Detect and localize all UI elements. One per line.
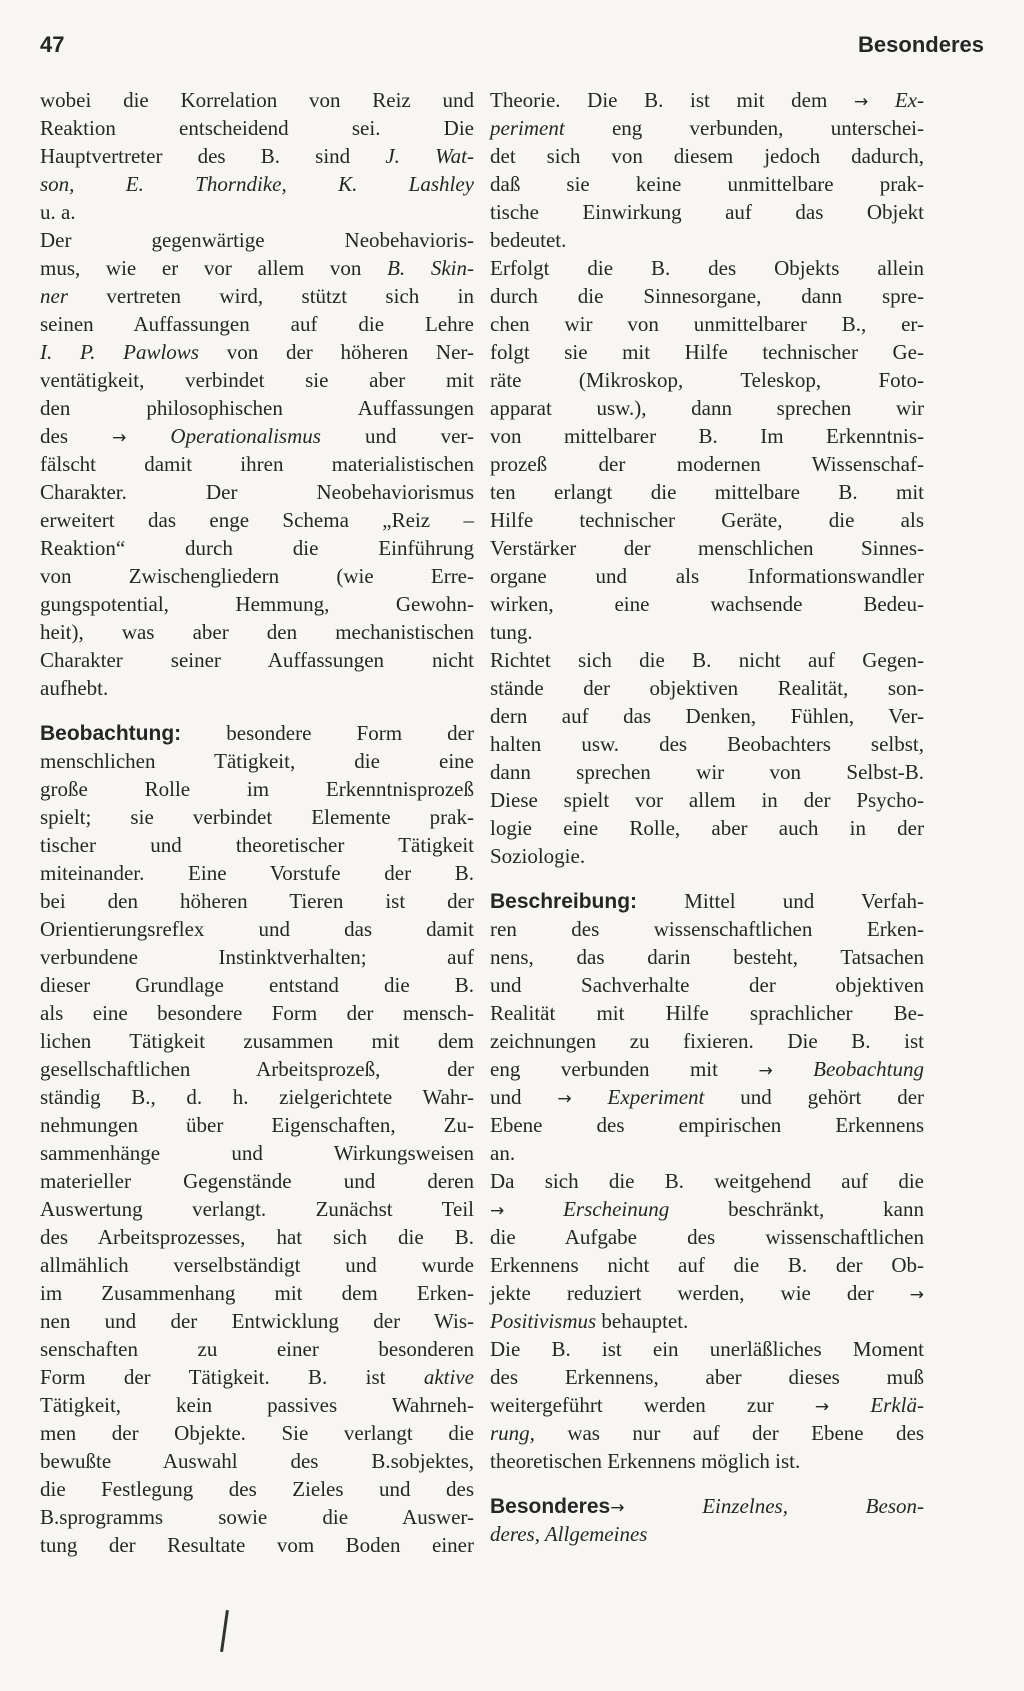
line-text: aufhebt. [40, 676, 109, 700]
text-line [40, 618, 474, 646]
text-line [490, 814, 924, 842]
italic-reference: Positivismus [490, 1309, 597, 1333]
text-line [490, 142, 924, 170]
text-line [490, 786, 924, 814]
text-line [490, 1363, 924, 1391]
line-text: im Zusammenhang mit dem Erken- [40, 1281, 474, 1305]
text-line [490, 674, 924, 702]
text-line [490, 1447, 924, 1475]
line-text: bewußte Auswahl des B.sobjektes, [40, 1449, 474, 1473]
line-text: gesellschaftlichen Arbeitsprozeß, der [40, 1057, 474, 1081]
line-text-cont: Mittel und Verfah- [637, 889, 924, 913]
text-line [490, 1520, 924, 1548]
arrow-icon: → [909, 1285, 924, 1305]
line-text: miteinander. Eine Vorstufe der B. [40, 861, 474, 885]
text-line [40, 747, 474, 775]
text-line [40, 1391, 474, 1419]
line-text: Reaktion entscheidend sei. Die [40, 116, 474, 140]
line-text: weitergeführt werden zur [490, 1393, 815, 1417]
running-head-word: Besonderes [858, 32, 984, 57]
text-line [40, 562, 474, 590]
text-line [490, 915, 924, 943]
text-line [40, 86, 474, 114]
italic-reference: son, E. Thorndike, K. Lashley [40, 172, 474, 196]
text-line [490, 1492, 924, 1520]
line-text: und Sachverhalte der objektiven [490, 973, 924, 997]
text-line [40, 1363, 474, 1391]
entry-gap [40, 702, 474, 719]
line-text: Form der Tätigkeit. B. ist [40, 1365, 424, 1389]
text-line [40, 282, 474, 310]
text-line [490, 1335, 924, 1363]
line-text: dern auf das Denken, Fühlen, Ver- [490, 704, 924, 728]
line-text: Charakter. Der Neobehaviorismus [40, 480, 474, 504]
text-line [490, 1307, 924, 1335]
text-line [40, 1307, 474, 1335]
line-text-cont: und gehört der [704, 1085, 925, 1109]
text-line [490, 506, 924, 534]
text-line [40, 254, 474, 282]
italic-reference: rung, [490, 1421, 535, 1445]
line-text: gungspotential, Hemmung, Gewohn- [40, 592, 474, 616]
line-text: ren des wissenschaftlichen Erken- [490, 917, 924, 941]
line-text: Die B. ist ein unerläßliches Moment [490, 1337, 924, 1361]
line-text: Hilfe technischer Geräte, die als [490, 508, 924, 532]
line-text: von Zwischengliedern (wie Erre- [40, 564, 474, 588]
italic-reference: I. P. Pawlows [40, 340, 199, 364]
line-text-cont: vertreten wird, stützt sich in [68, 284, 474, 308]
line-text: eng verbunden mit [490, 1057, 759, 1081]
text-line [490, 450, 924, 478]
text-line [490, 282, 924, 310]
italic-reference: Experiment [571, 1085, 705, 1109]
text-line [490, 702, 924, 730]
line-text: Da sich die B. weitgehend auf die [490, 1169, 924, 1193]
text-line [40, 1475, 474, 1503]
line-text: folgt sie mit Hilfe technischer Ge- [490, 340, 924, 364]
line-text: tung. [490, 620, 533, 644]
line-text: Orientierungsreflex und das damit [40, 917, 474, 941]
text-line [490, 1055, 924, 1083]
arrow-icon: → [758, 1061, 773, 1081]
line-text: Erfolgt die B. des Objekts allein [490, 256, 924, 280]
text-line [490, 254, 924, 282]
pen-mark [220, 1610, 229, 1652]
line-text: halten usw. des Beobachters selbst, [490, 732, 924, 756]
line-text-cont: behauptet. [596, 1309, 689, 1333]
arrow-icon: → [814, 1397, 830, 1417]
text-line [40, 1335, 474, 1363]
line-text: materieller Gegenstände und deren [40, 1169, 474, 1193]
italic-reference: aktive [423, 1365, 474, 1389]
line-text: Soziologie. [490, 844, 586, 868]
text-line [490, 758, 924, 786]
line-text: des Erkennens, aber dieses muß [490, 1365, 924, 1389]
line-text: Hauptvertreter des B. sind [40, 144, 386, 168]
text-line [40, 366, 474, 394]
line-text: ständig B., d. h. zielgerichtete Wahr- [40, 1085, 474, 1109]
line-text: räte (Mikroskop, Teleskop, Foto- [490, 368, 924, 392]
italic-reference: B. Skin- [387, 256, 474, 280]
text-line [490, 562, 924, 590]
text-line [40, 534, 474, 562]
line-text: lichen Tätigkeit zusammen mit dem [40, 1029, 474, 1053]
text-line [490, 310, 924, 338]
text-line [40, 590, 474, 618]
arrow-icon: → [112, 428, 127, 448]
text-line [40, 1027, 474, 1055]
text-line [40, 1195, 474, 1223]
line-text: des Arbeitsprozesses, hat sich die B. [40, 1225, 474, 1249]
line-text: verbundene Instinktverhalten; auf [40, 945, 474, 969]
text-line [40, 1167, 474, 1195]
line-text: Reaktion“ durch die Einführung [40, 536, 474, 560]
text-line [490, 226, 924, 254]
text-line [40, 198, 474, 226]
text-line [490, 366, 924, 394]
text-line [40, 971, 474, 999]
line-text: dieser Grundlage entstand die B. [40, 973, 474, 997]
line-text: von mittelbarer B. Im Erkenntnis- [490, 424, 924, 448]
text-line [490, 1167, 924, 1195]
line-text: det sich von diesem jedoch dadurch, [490, 144, 924, 168]
line-text: bedeutet. [490, 228, 567, 252]
text-line [40, 999, 474, 1027]
text-line [40, 142, 474, 170]
text-line [40, 887, 474, 915]
text-line [490, 1139, 924, 1167]
line-text: ventätigkeit, verbindet sie aber mit [40, 368, 474, 392]
italic-reference: Einzelnes, Beson- [624, 1494, 924, 1518]
line-text: mus, wie er vor allem von [40, 256, 388, 280]
line-text: ten erlangt die mittelbare B. mit [490, 480, 924, 504]
text-line [40, 1447, 474, 1475]
line-text: spielt; sie verbindet Elemente prak- [40, 805, 474, 829]
text-line [490, 422, 924, 450]
text-line [40, 1111, 474, 1139]
line-text: menschlichen Tätigkeit, die eine [40, 749, 474, 773]
italic-reference: Erscheinung [504, 1197, 670, 1221]
line-text: men der Objekte. Sie verlangt die [40, 1421, 474, 1445]
line-text: wobei die Korrelation von Reiz und [40, 88, 474, 112]
line-text: tische Einwirkung auf das Objekt [490, 200, 924, 224]
text-line [40, 719, 474, 747]
line-text: B.sprogramms sowie die Auswer- [40, 1505, 474, 1529]
line-text: prozeß der modernen Wissenschaf- [490, 452, 924, 476]
text-line [40, 450, 474, 478]
line-text: sammenhänge und Wirkungsweisen [40, 1141, 474, 1165]
line-text-cont: eng verbunden, unterschei- [564, 116, 924, 140]
line-text: Charakter seiner Auffassungen nicht [40, 648, 474, 672]
text-line [490, 590, 924, 618]
text-line [490, 1223, 924, 1251]
text-line [490, 943, 924, 971]
page-number: 47 [40, 32, 65, 57]
text-line [40, 943, 474, 971]
line-text: Der gegenwärtige Neobehavioris- [40, 228, 474, 252]
line-text: bei den höheren Tieren ist der [40, 889, 474, 913]
running-head [40, 32, 984, 66]
text-line [40, 775, 474, 803]
line-text-cont: beschränkt, kann [669, 1197, 924, 1221]
text-line [40, 915, 474, 943]
line-text: durch die Sinnesorgane, dann spre- [490, 284, 924, 308]
line-text-cont: was nur auf der Ebene des [534, 1421, 924, 1445]
line-text: Diese spielt vor allem in der Psycho- [490, 788, 924, 812]
line-text: des [40, 424, 113, 448]
line-text: senschaften zu einer besonderen [40, 1337, 474, 1361]
italic-reference: Ex- [868, 88, 924, 112]
text-line [490, 1419, 924, 1447]
text-line [490, 534, 924, 562]
entry-gap [490, 870, 924, 887]
line-text: Theorie. Die B. ist mit dem [490, 88, 854, 112]
italic-reference: deres, Allgemeines [490, 1522, 648, 1546]
text-line [40, 1251, 474, 1279]
arrow-icon: → [610, 1498, 625, 1518]
line-text-cont: und ver- [320, 424, 474, 448]
line-text: erweitert das enge Schema „Reiz – [40, 508, 474, 532]
line-text: daß sie keine unmittelbare prak- [490, 172, 924, 196]
italic-reference: ner [40, 284, 68, 308]
italic-reference: Beobachtung [772, 1057, 924, 1081]
text-line [40, 1503, 474, 1531]
line-text: stände der objektiven Realität, son- [490, 676, 924, 700]
text-line [40, 646, 474, 674]
text-line [490, 394, 924, 422]
text-line [40, 114, 474, 142]
line-text: fälscht damit ihren materialistischen [40, 452, 474, 476]
text-line [490, 999, 924, 1027]
line-text: an. [490, 1141, 516, 1165]
line-text: Realität mit Hilfe sprachlicher Be- [490, 1001, 924, 1025]
text-line [490, 114, 924, 142]
line-text: als eine besondere Form der mensch- [40, 1001, 474, 1025]
text-line [490, 338, 924, 366]
text-line [490, 1111, 924, 1139]
text-line [40, 394, 474, 422]
line-text-cont: besondere Form der [181, 721, 474, 745]
line-text: tischer und theoretischer Tätigkeit [40, 833, 474, 857]
line-text: die Festlegung des Zieles und des [40, 1477, 474, 1501]
text-line [40, 170, 474, 198]
line-text: wirken, eine wachsende Bedeu- [490, 592, 924, 616]
text-line [40, 831, 474, 859]
text-line [40, 1139, 474, 1167]
line-text: zeichnungen zu fixieren. Die B. ist [490, 1029, 924, 1053]
text-line [40, 859, 474, 887]
line-text: nen und der Entwicklung der Wis- [40, 1309, 474, 1333]
line-text: Tätigkeit, kein passives Wahrneh- [40, 1393, 474, 1417]
entry-term: Besonderes [490, 1495, 611, 1518]
text-line [490, 618, 924, 646]
line-text: chen wir von unmittelbarer B., er- [490, 312, 924, 336]
text-line [40, 1419, 474, 1447]
arrow-icon: → [490, 1201, 505, 1221]
arrow-icon: → [853, 92, 869, 112]
italic-reference: Operationalismus [126, 424, 321, 448]
entry-term: Beschreibung: [490, 890, 638, 913]
line-text: große Rolle im Erkenntnisprozeß [40, 777, 474, 801]
line-text: und [490, 1085, 558, 1109]
line-text: tung der Resultate vom Boden einer [40, 1533, 474, 1557]
line-text: nehmungen über Eigenschaften, Zu- [40, 1113, 474, 1137]
text-line [40, 1223, 474, 1251]
text-line [490, 730, 924, 758]
line-text-cont: von der höheren Ner- [198, 340, 474, 364]
text-line [490, 478, 924, 506]
text-line [40, 1083, 474, 1111]
text-line [490, 1279, 924, 1307]
italic-reference: J. Wat- [385, 144, 474, 168]
text-line [40, 478, 474, 506]
italic-reference: Erklä- [829, 1393, 924, 1417]
line-text: die Aufgabe des wissenschaftlichen [490, 1225, 924, 1249]
text-line [490, 842, 924, 870]
line-text: Erkennens nicht auf die B. der Ob- [490, 1253, 924, 1277]
text-line [490, 1391, 924, 1419]
text-line [490, 646, 924, 674]
line-text: apparat usw.), dann sprechen wir [490, 396, 924, 420]
text-line [40, 674, 474, 702]
entry-gap [490, 1475, 924, 1492]
line-text: Verstärker der menschlichen Sinnes- [490, 536, 924, 560]
italic-reference: periment [490, 116, 565, 140]
text-line [490, 887, 924, 915]
line-text: organe und als Informationswandler [490, 564, 924, 588]
line-text: logie eine Rolle, aber auch in der [490, 816, 924, 840]
text-line [490, 971, 924, 999]
left-column [40, 86, 474, 1559]
line-text: allmählich verselbständigt und wurde [40, 1253, 474, 1277]
text-line [40, 226, 474, 254]
text-line [490, 86, 924, 114]
line-text: theoretischen Erkennens möglich ist. [490, 1449, 801, 1473]
line-text: u. a. [40, 200, 76, 224]
text-line [490, 198, 924, 226]
text-line [490, 1195, 924, 1223]
text-line [40, 1279, 474, 1307]
line-text: heit), was aber den mechanistischen [40, 620, 474, 644]
text-line [490, 1083, 924, 1111]
line-text: jekte reduziert werden, wie der [490, 1281, 910, 1305]
text-line [40, 803, 474, 831]
line-text: dann sprechen wir von Selbst-B. [490, 760, 924, 784]
arrow-icon: → [557, 1089, 572, 1109]
entry-term: Beobachtung: [40, 722, 182, 745]
line-text: den philosophischen Auffassungen [40, 396, 474, 420]
text-line [40, 506, 474, 534]
text-line [490, 1027, 924, 1055]
text-line [40, 1055, 474, 1083]
text-line [40, 1531, 474, 1559]
line-text: seinen Auffassungen auf die Lehre [40, 312, 474, 336]
line-text: Ebene des empirischen Erkennens [490, 1113, 924, 1137]
text-line [490, 170, 924, 198]
text-line [40, 310, 474, 338]
text-line [40, 422, 474, 450]
right-column [490, 86, 924, 1548]
line-text: Auswertung verlangt. Zunächst Teil [40, 1197, 474, 1221]
line-text: Richtet sich die B. nicht auf Gegen- [490, 648, 924, 672]
line-text: nens, das darin besteht, Tatsachen [490, 945, 924, 969]
text-line [40, 338, 474, 366]
text-line [490, 1251, 924, 1279]
